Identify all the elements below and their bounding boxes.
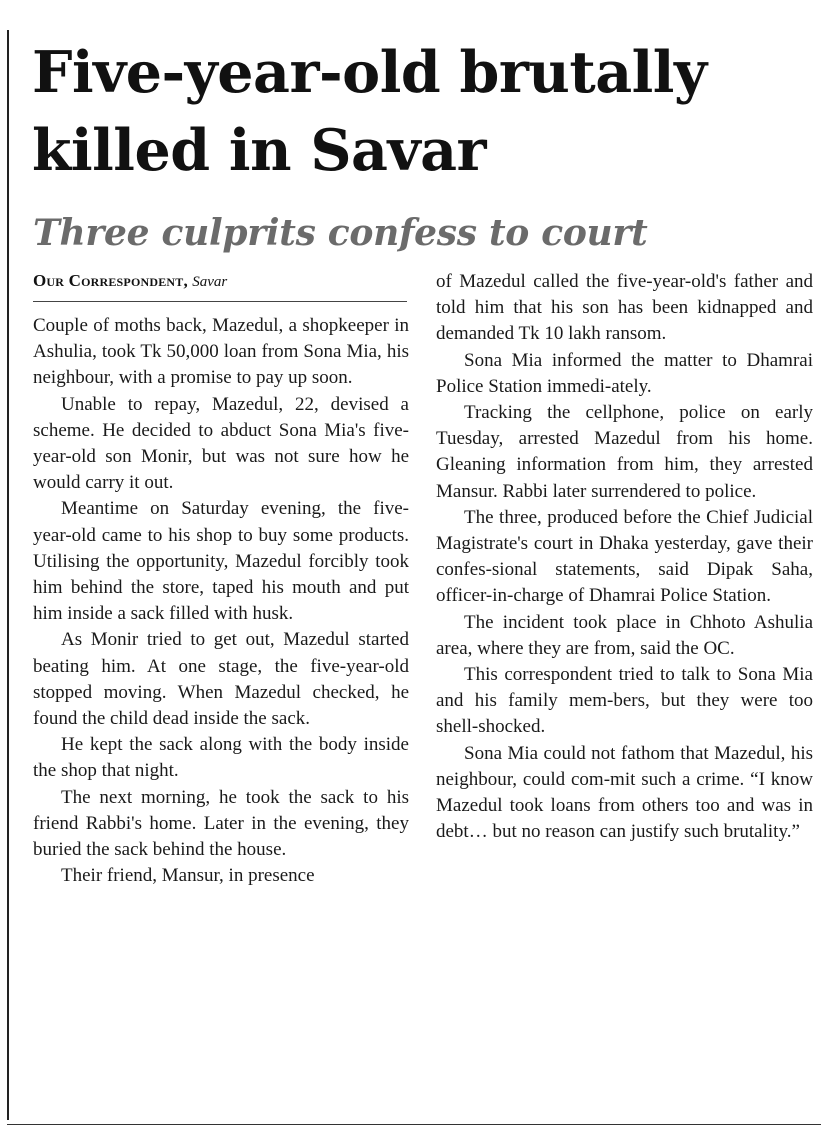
byline-divider xyxy=(33,301,407,302)
article-column-right xyxy=(436,269,813,845)
paragraph: He kept the sack along with the body inside the shop that night. xyxy=(33,734,409,782)
left-column-rule xyxy=(7,30,9,1120)
paragraph: Couple of moths back, Mazedul, a shopkeeper in Ashulia, took Tk 50,000 loan from Sona Mia, his neighbour, with a promise to pay up soon. xyxy=(33,315,409,389)
byline-author: Our Correspondent, xyxy=(33,271,188,290)
byline xyxy=(33,271,407,291)
subheadline: Three culprits confess to court xyxy=(33,212,648,254)
paragraph: Their friend, Mansur, in presence xyxy=(61,865,315,887)
byline-location: Savar xyxy=(192,274,228,290)
paragraph: Unable to repay, Mazedul, 22, devised a scheme. He decided to abduct Sona Mia's five-year-old son Monir, but was not sure how he would carry it out. xyxy=(33,393,409,494)
paragraph: The three, produced before the Chief Judicial Magistrate's court in Dhaka yesterday, gave their confes-sional statements, said Dipak Saha, officer-in-charge of Dhamrai Police Station. xyxy=(436,506,813,607)
paragraph: Sona Mia informed the matter to Dhamrai Police Station immedi-ately. xyxy=(436,349,813,397)
paragraph: The incident took place in Chhoto Ashulia area, where they are from, said the OC. xyxy=(436,611,813,659)
paragraph: of Mazedul called the five-year-old's father and told him that his son has been kidnapped and demanded Tk 10 lakh ransom. xyxy=(436,271,813,345)
paragraph: Tracking the cellphone, police on early Tuesday, arrested Mazedul from his home. Gleaning information from him, they arrested Mansur. Rabbi later surrendered to police. xyxy=(436,402,813,502)
paragraph: Sona Mia could not fathom that Mazedul, his neighbour, could com-mit such a crime. “I know Mazedul took loans from others too and was in debt… but no reason can justify such brutality.” xyxy=(436,742,813,843)
headline: Five-year-old brutally killed in Savar xyxy=(32,39,707,184)
bottom-rule xyxy=(7,1124,821,1125)
paragraph: Meantime on Saturday evening, the five-year-old came to his shop to buy some products. Utilising the opportunity, Mazedul forcibly took him behind the store, taped his mouth and put him inside a sack filled with husk. xyxy=(33,498,409,625)
paragraph: The next morning, he took the sack to his friend Rabbi's home. Later in the evening, they buried the sack behind the house. xyxy=(33,786,409,861)
article-column-left xyxy=(33,313,409,889)
paragraph: As Monir tried to get out, Mazedul started beating him. At one stage, the five-year-old stopped moving. When Mazedul checked, he found the child dead inside the sack. xyxy=(33,629,409,730)
paragraph: This correspondent tried to talk to Sona Mia and his family mem-bers, but they were too shell-shocked. xyxy=(436,664,813,738)
